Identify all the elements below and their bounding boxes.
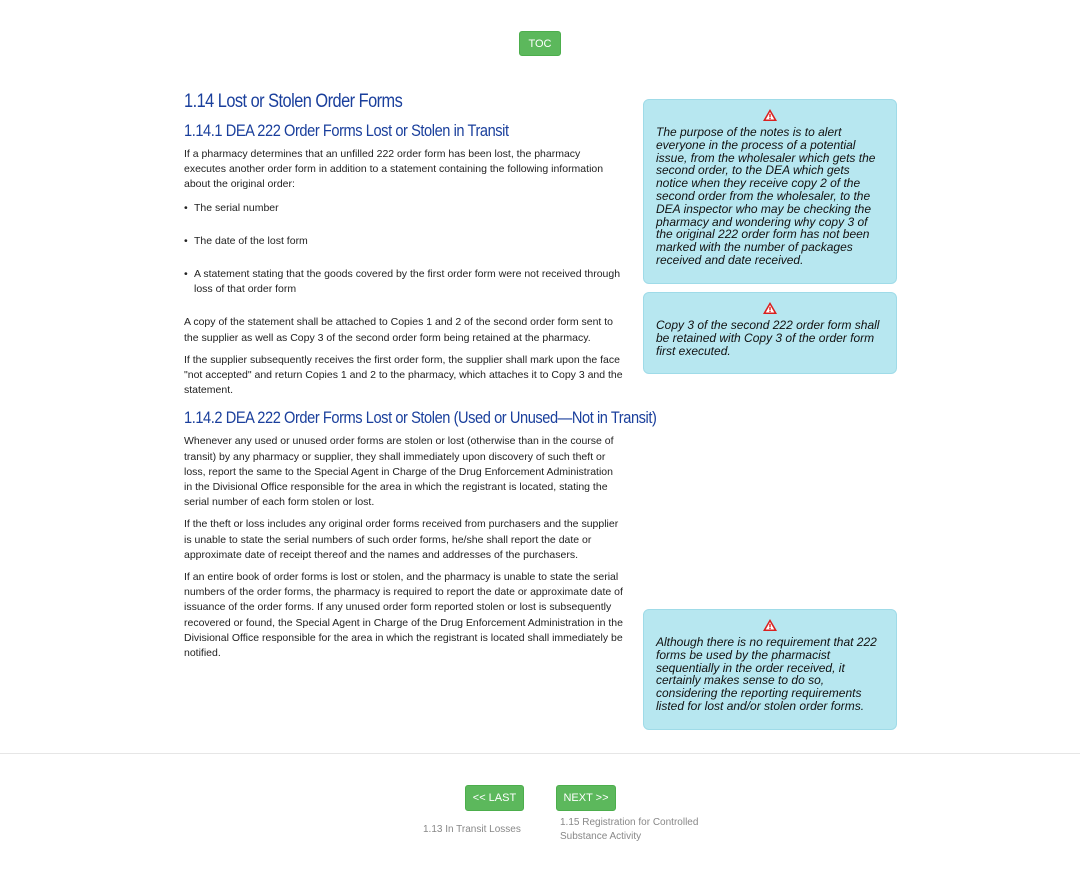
previous-page-link[interactable]: 1.13 In Transit Losses <box>423 824 521 835</box>
last-button[interactable]: << LAST <box>465 785 524 811</box>
note-text: The purpose of the notes is to alert everyone in the process of a potential issue, from the wholesaler which gets the second order, to the DEA which gets notice when they receive copy 2 of the second order from the wholesaler, to the DEA inspector who may be checking the pharmacy and wondering why copy 3 of the original 222 order form has not been marked with the number of packages received and date received. <box>656 125 876 267</box>
toc-button[interactable]: TOC <box>519 31 561 56</box>
main-content <box>184 88 657 661</box>
note-text: Copy 3 of the second 222 order form shall be retained with Copy 3 of the order form first executed. <box>656 318 880 358</box>
list-item: • The serial number <box>184 201 624 216</box>
bullet-list <box>184 201 624 298</box>
section-heading-2: 1.14.2 DEA 222 Order Forms Lost or Stolen (Used or Unused—Not in Transit) <box>184 408 657 428</box>
note-box <box>643 99 897 284</box>
section2-para3: If an entire book of order forms is lost or stolen, and the pharmacy is unable to state the serial numbers of the order forms, the pharmacy is required to report the date or approximate date of issuance of the order forms. If any unused order form reported stolen or lost is subsequently recovered or found, the Special Agent in Charge of the Drug Enforcement Administration in the Divisional Office responsible for the area in which the registrant is located shall immediately be notified. <box>184 571 623 660</box>
section2-para2: If the theft or loss includes any original order forms received from purchasers and the supplier is unable to state the serial numbers of such order forms, he/she shall report the date or approximate date of receipt thereof and the names and addresses of the purchasers. <box>184 518 619 561</box>
note-box <box>643 292 897 374</box>
list-item: • A statement stating that the goods covered by the first order form were not received through loss of that order form <box>184 267 624 297</box>
section1-para2: A copy of the statement shall be attached to Copies 1 and 2 of the second order form sent to the supplier as well as Copy 3 of the second order form being retained at the pharmacy. <box>184 316 614 344</box>
section1-para3: If the supplier subsequently receives the first order form, the supplier shall mark upon the face "not accepted" and return Copies 1 and 2 to the pharmacy, which attaches it to Copy 3 and the statement. <box>184 353 623 397</box>
warning-icon <box>656 618 884 632</box>
next-button[interactable]: NEXT >> <box>556 785 616 811</box>
footer-divider <box>0 753 1080 754</box>
warning-icon <box>656 108 884 122</box>
note-box <box>643 609 897 730</box>
section-heading-1: 1.14.1 DEA 222 Order Forms Lost or Stolen in Transit <box>184 121 509 140</box>
note-text: Although there is no requirement that 222 forms be used by the pharmacist sequentially in the order received, it certainly makes sense to do so, considering the reporting requirements listed for lost and/or stolen order forms. <box>656 635 877 713</box>
next-page-link[interactable]: 1.15 Registration for Controlled Substance Activity <box>560 817 699 842</box>
section2-para1: Whenever any used or unused order forms are stolen or lost (otherwise than in the course of transit) by any pharmacy or supplier, they shall immediately upon discovery of such theft or loss, report the same to the Special Agent in Charge of the Drug Enforcement Administration in the Divisional Office responsible for the area in which the registrant is located, stating the serial number of each form stolen or lost. <box>184 435 614 509</box>
list-item: • The date of the lost form <box>184 234 624 249</box>
page-title: 1.14 Lost or Stolen Order Forms <box>184 91 403 112</box>
warning-icon <box>656 301 884 315</box>
section1-intro: If a pharmacy determines that an unfilled 222 order form has been lost, the pharmacy executes another order form in addition to a statement containing the following information about the original order: <box>184 148 604 191</box>
